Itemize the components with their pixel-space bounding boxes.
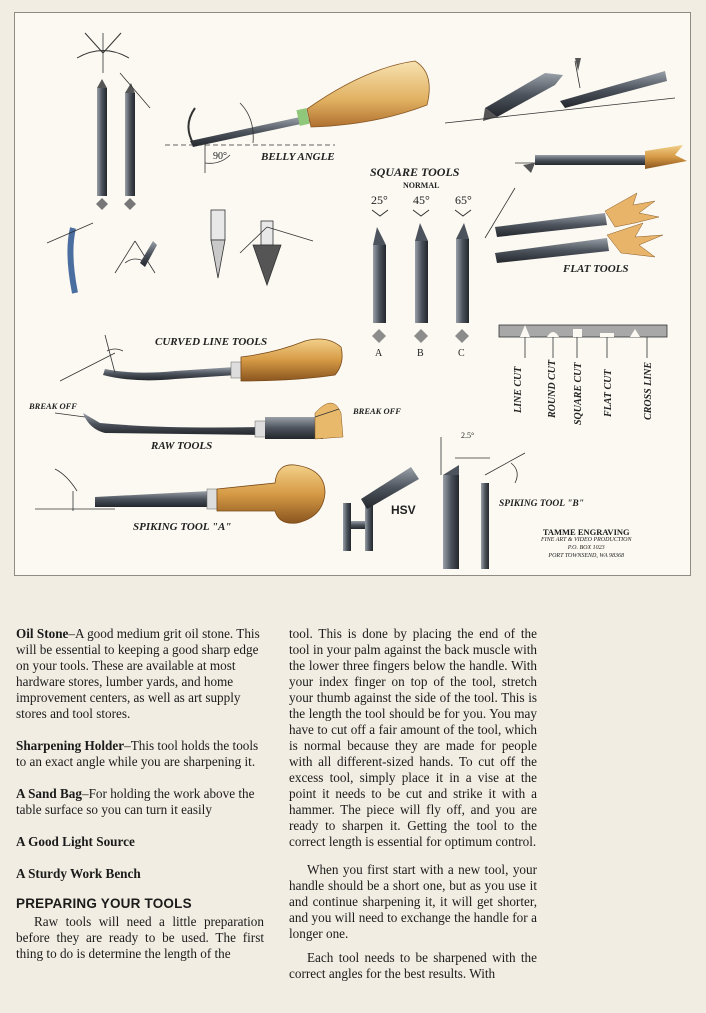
credit-name: TAMME ENGRAVING <box>542 527 630 537</box>
right-column <box>289 626 537 982</box>
spiking-tool-a <box>35 465 325 523</box>
raw-tool <box>55 403 343 439</box>
top-left-vertical-tools <box>77 33 150 210</box>
flat-tools-label: FLAT TOOLS <box>563 263 629 275</box>
angle-65-label: 65° <box>455 193 472 207</box>
sand-bag-text: –For holding the work above the table surface so you can turn it easily <box>16 786 255 817</box>
spiking-tool-b-label: SPIKING TOOL "B" <box>499 499 584 509</box>
hsv-and-spiking-b <box>343 437 525 569</box>
light-source-term: A Good Light Source <box>16 834 135 849</box>
credit-line1: FINE ART & VIDEO PRODUCTION <box>541 537 632 543</box>
round-cut-label: ROUND CUT <box>547 359 558 418</box>
handle-paragraph: When you first start with a new tool, your handle should be a short one, but as you use it and continue sharpening it, it will get shorter, and you will need to exchange the handle for a longer one. <box>289 862 537 941</box>
work-bench-term: A Sturdy Work Bench <box>16 866 141 881</box>
sharpening-holder-term: Sharpening Holder <box>16 738 125 753</box>
sand-bag-term: A Sand Bag <box>16 786 82 801</box>
square-tools-label: SQUARE TOOLS <box>370 165 460 179</box>
left-column <box>16 626 264 978</box>
letter-a-label: A <box>375 348 383 359</box>
hsv-label: HSV <box>391 503 416 517</box>
break-off-left-label: BREAK OFF <box>29 401 77 411</box>
raw-tools-label: RAW TOOLS <box>151 440 213 452</box>
square-tools-abc <box>372 210 471 343</box>
angled-flat-tool <box>515 145 687 173</box>
oil-stone-paragraph <box>16 626 264 722</box>
light-source-item <box>16 834 264 850</box>
work-bench-item <box>16 866 264 882</box>
cross-line-label: CROSS LINE <box>643 361 654 420</box>
sharpening-holder-paragraph <box>16 738 264 770</box>
sand-bag-paragraph <box>16 786 264 818</box>
square-cut-label: SQUARE CUT <box>573 362 584 425</box>
normal-label: NORMAL <box>403 181 440 190</box>
prep-paragraph: Raw tools will need a little preparation before they are ready to be used. The first thing to do is determine the length of the <box>16 914 264 961</box>
sharpening-holder-text: –This tool holds the tools to an exact angle while you are sharpening it. <box>16 738 259 769</box>
oil-stone-text: –A good medium grit oil stone. This will be essential to keeping a good sharp edge on your tools. These are available at most hardware stores, lumber yards, and home improvement centers, as well as art supply stores and tool stores. <box>16 626 260 721</box>
angle-25-label: 25° <box>371 193 388 207</box>
section-heading: PREPARING YOUR TOOLS <box>16 896 192 911</box>
tool-length-paragraph: tool. This is done by placing the end of the tool in your palm against the back muscle with the lower three fingers below the handle. With your index finger on top of the tool, stretch your thumb against the side of the tool. This is the length the tool should be for you. You may have to cut off a fair amount of the tool, which is normal because they are made for people with all different-sized hands. To cut off the excess tool, simply place it in a vise at the point it needs to be cut and strike it with a hammer. The piece will fly off, and you are ready to sharpen it. Getting the tool to the correct length is essential for optimum control. <box>289 626 537 849</box>
tool-diagram <box>14 12 691 576</box>
oil-stone-term: Oil Stone <box>16 626 69 641</box>
flat-cut-label: FLAT CUT <box>603 369 614 417</box>
credit-block <box>541 528 631 560</box>
cut-profile-bar <box>499 325 667 358</box>
letter-c-label: C <box>458 348 465 359</box>
curved-line-tools-label: CURVED LINE TOOLS <box>155 336 268 348</box>
tool-drawings <box>15 13 690 575</box>
angle-45-label: 45° <box>413 193 430 207</box>
top-right-tool <box>445 58 675 123</box>
angle-2-5-label: 2.5° <box>461 431 475 440</box>
angle-90-label: 90° <box>213 151 227 162</box>
letter-b-label: B <box>417 348 424 359</box>
belly-angle-label: BELLY ANGLE <box>261 151 335 163</box>
angles-paragraph: Each tool needs to be sharpened with the correct angles for the best results. With <box>289 950 537 981</box>
flat-tools-group <box>485 188 663 263</box>
tip-angle-diagrams <box>47 210 313 293</box>
credit-line2: P.O. BOX 1023 <box>567 545 605 551</box>
line-cut-label: LINE CUT <box>513 366 524 413</box>
credit-line3: PORT TOWNSEND, WA 98368 <box>548 553 625 559</box>
spiking-tool-a-label: SPIKING TOOL "A" <box>133 521 232 533</box>
break-off-right-label: BREAK OFF <box>353 406 401 416</box>
